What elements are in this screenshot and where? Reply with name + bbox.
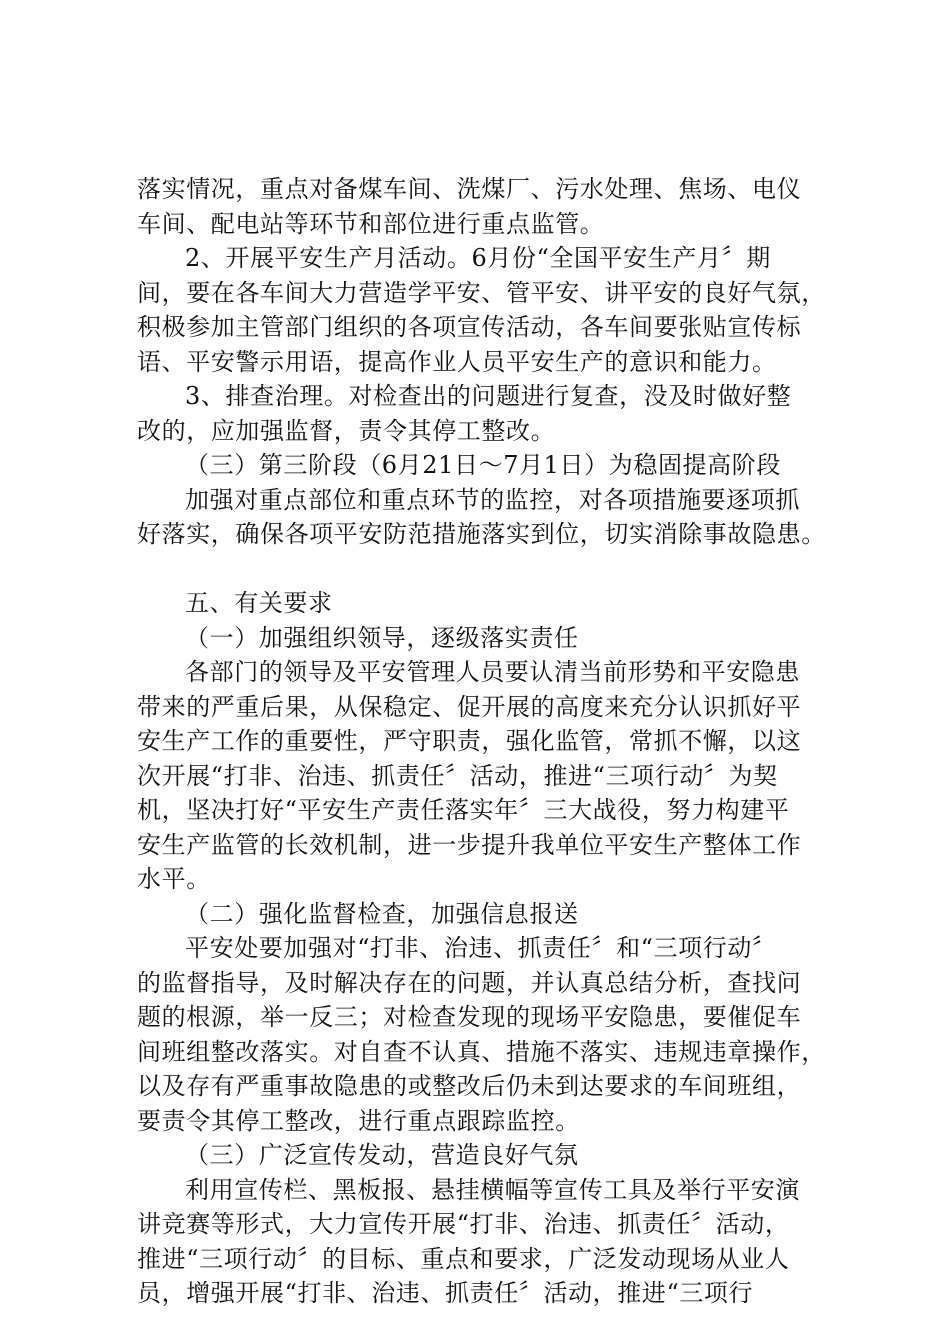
paragraph-gap (137, 552, 837, 587)
text-line: 车间、配电站等环节和部位进行重点监管。 (137, 209, 605, 238)
text-line: 次开展“打非、治违、抓责任〞活动，推进“三项行动〞为契 (137, 761, 778, 790)
section-heading: 五、有关要求 (185, 589, 333, 617)
subsection-heading: （二）强化监督检查，加强信息报送 (185, 899, 579, 928)
text-line: 讲竞赛等形式，大力宣传开展“打非、治违、抓责任〞活动， (137, 1210, 790, 1238)
text-line: 好落实，确保各项平安防范措施落实到位，切实消除事故隐患。 (137, 520, 826, 548)
text-line: 积极参加主管部门组织的各项宣传活动，各车间要张贴宣传标 (137, 313, 802, 341)
text-line: 利用宣传栏、黑板报、悬挂横幅等宣传工具及举行平安演 (185, 1175, 800, 1204)
text-line: 的监督指导，及时解决存在的问题，并认真总结分析，查找问 (137, 968, 802, 997)
text-line: 间，要在各车间大力营造学平安、管平安、讲平安的良好气氛， (137, 278, 826, 307)
text-line: 水平。 (137, 865, 211, 893)
document-body (137, 172, 837, 1311)
text-line: 要责令其停工整改，进行重点跟踪监控。 (137, 1106, 580, 1135)
text-line: 安生产监管的长效机制，进一步提升我单位平安生产整体工作 (137, 830, 802, 859)
text-line: 改的，应加强监督，责令其停工整改。 (137, 416, 556, 445)
text-line: 题的根源，举一反三；对检查发现的现场平安隐患，要催促车 (137, 1003, 802, 1031)
text-line: 带来的严重后果，从保稳定、促开展的高度来充分认识抓好平 (137, 692, 802, 721)
text-line: 机，坚决打好“平安生产责任落实年〞三大战役，努力构建平 (137, 796, 790, 824)
text-line: 以及存有严重事故隐患的或整改后仍未到达要求的车间班组， (137, 1072, 802, 1100)
text-line: 各部门的领导及平安管理人员要认清当前形势和平安隐患 (185, 658, 800, 686)
text-line: 加强对重点部位和重点环节的监控，对各项措施要逐项抓 (185, 485, 800, 514)
text-line: 落实情况，重点对备煤车间、洗煤厂、污水处理、焦场、电仪 (137, 175, 802, 203)
subsection-heading: （一）加强组织领导，逐级落实责任 (185, 623, 579, 652)
text-line: 语、平安警示用语，提高作业人员平安生产的意识和能力。 (137, 347, 777, 376)
text-line: 员，增强开展“打非、治违、抓责任〞活动，推进“三项行 (137, 1279, 754, 1307)
text-line: 间班组整改落实。对自查不认真、措施不落实、违规违章操作， (137, 1037, 826, 1066)
text-line: 平安处要加强对“打非、治违、抓责任〞和“三项行动〞 (185, 934, 777, 962)
subsection-heading: （三）广泛宣传发动，营造良好气氛 (185, 1141, 579, 1169)
text-line: 推进“三项行动〞的目标、重点和要求，广泛发动现场从业人 (137, 1244, 790, 1273)
text-line: 安生产工作的重要性，严守职责，强化监管，常抓不懈，以这 (137, 727, 802, 755)
section-heading: （三）第三阶段（6月21日～7月1日）为稳固提高阶段 (185, 451, 781, 479)
text-line: 2、开展平安生产月活动。6月份“全国平安生产月〞期 (185, 244, 771, 272)
text-line: 3、排查治理。对检查出的问题进行复查，没及时做好整 (185, 382, 792, 410)
